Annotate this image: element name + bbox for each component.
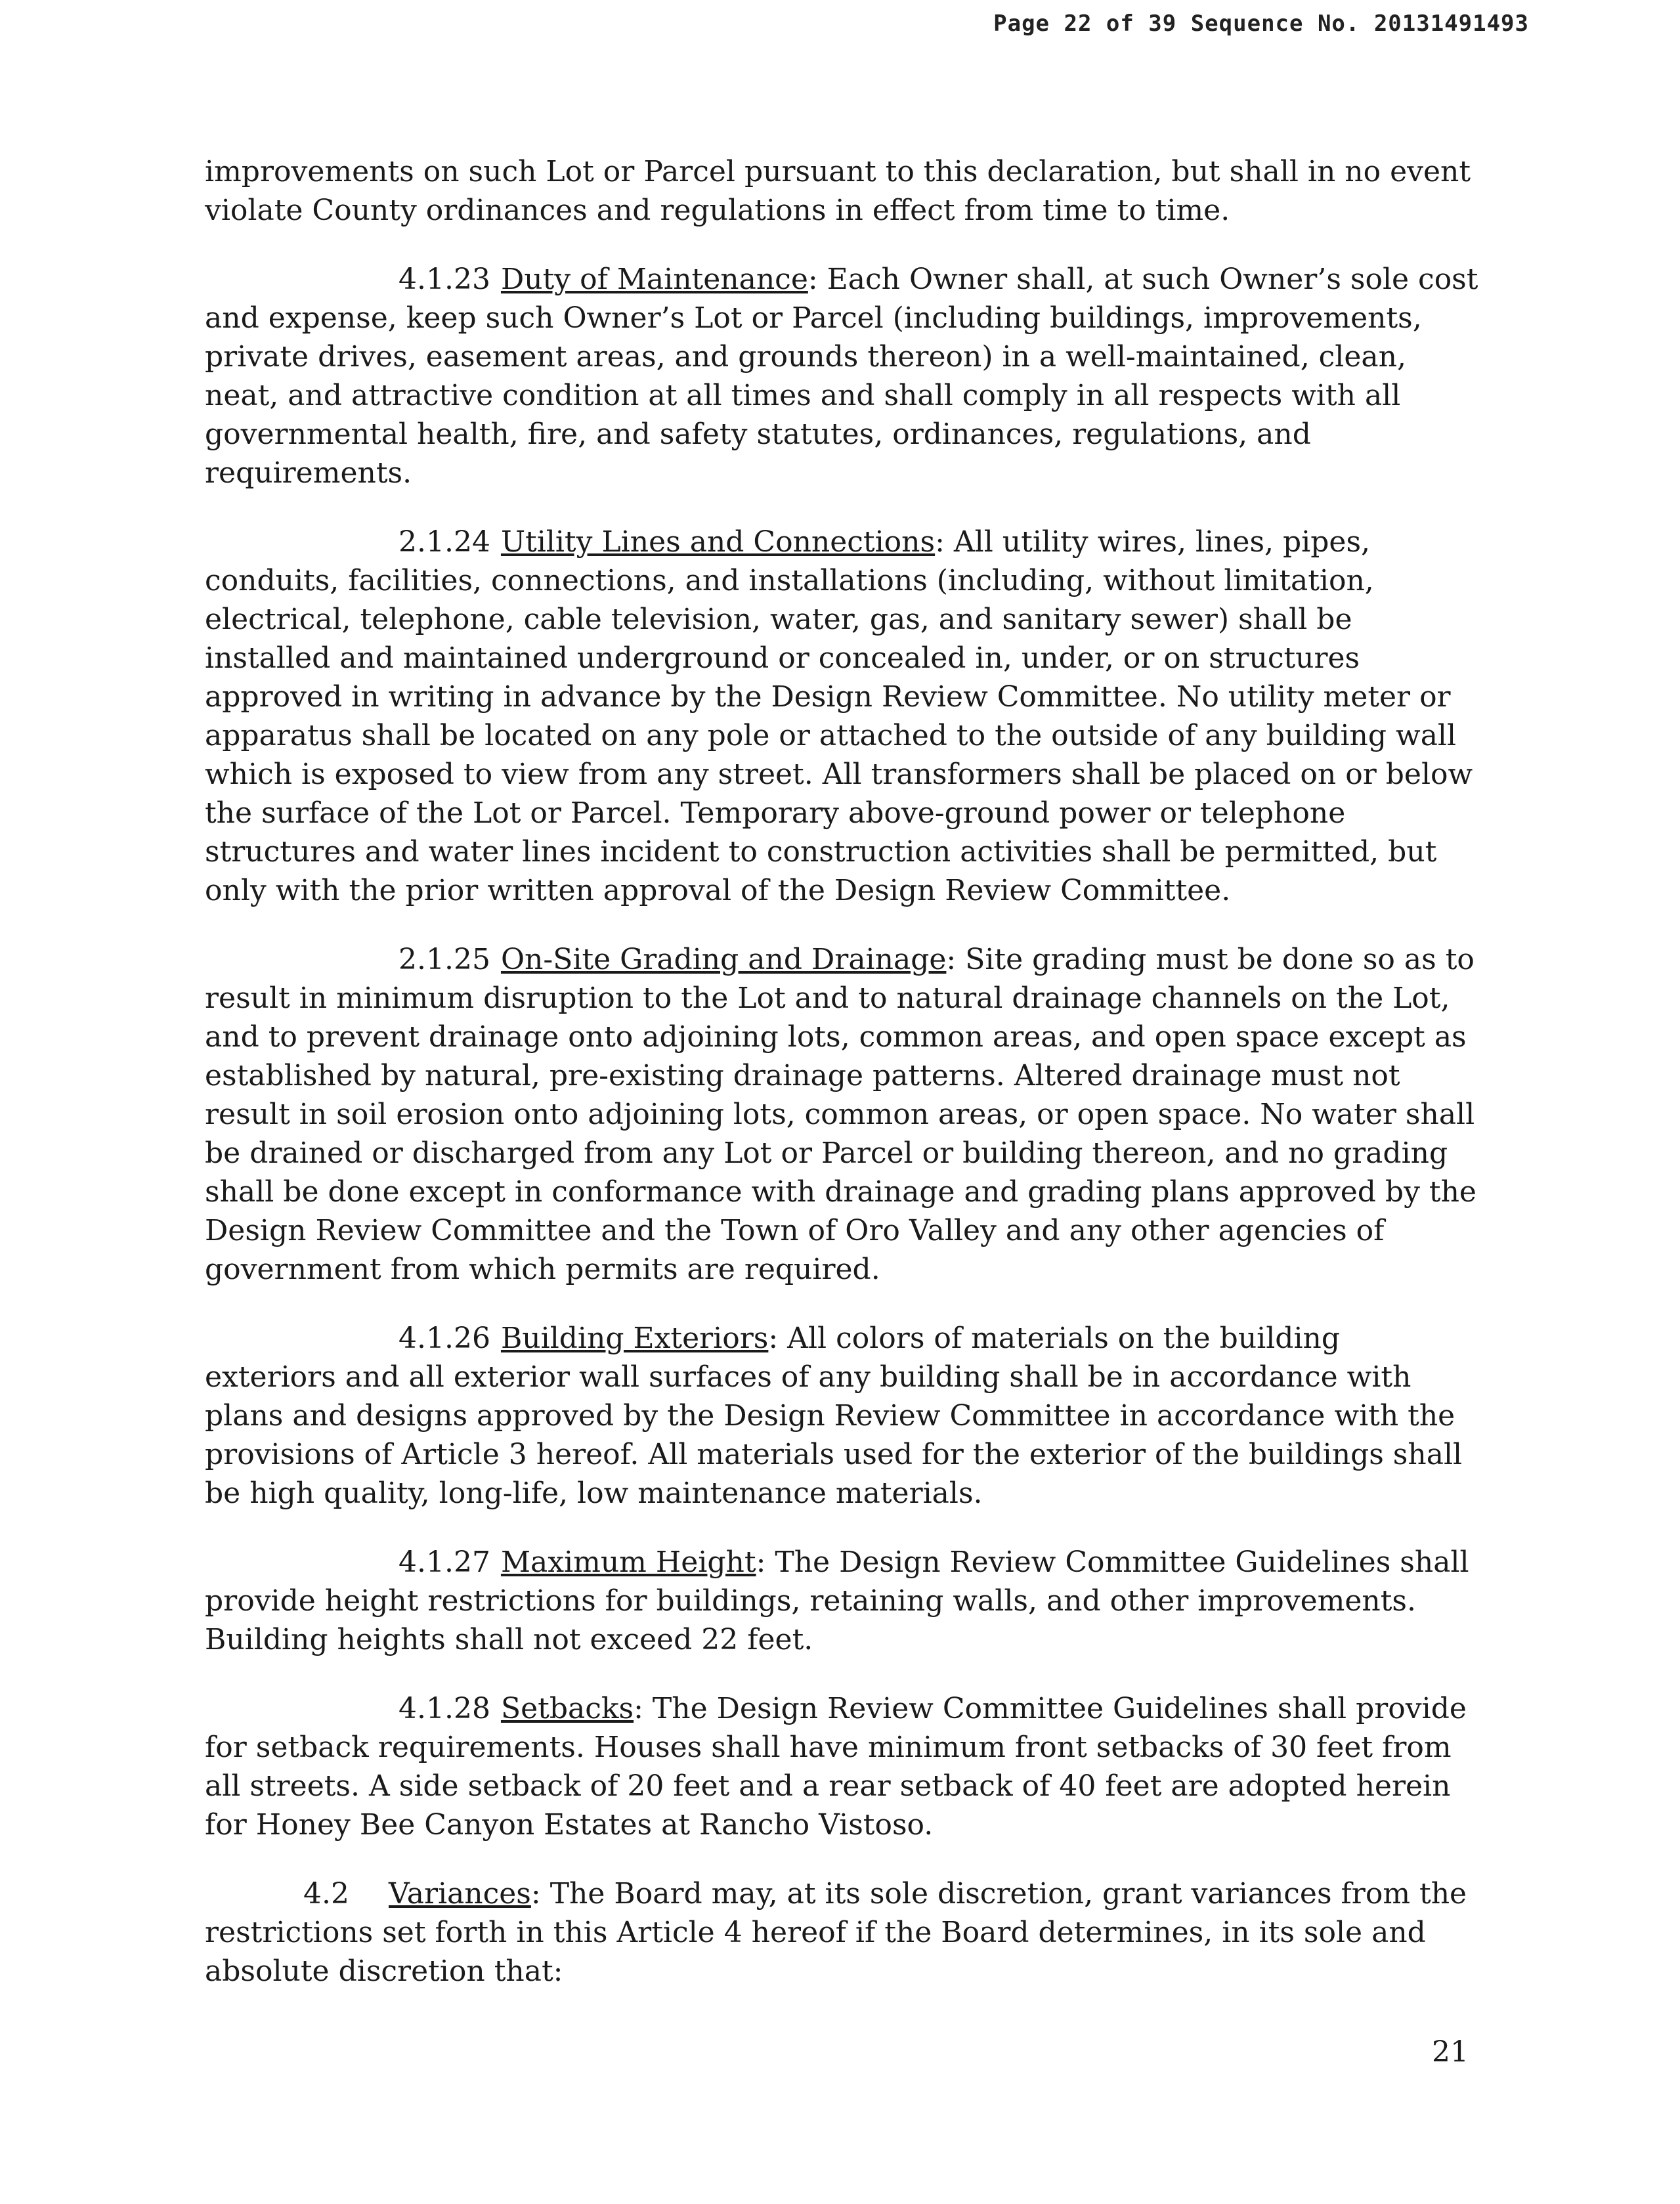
- section-title: Building Exteriors: [500, 1322, 769, 1355]
- section-4-1-26: [205, 1319, 1478, 1513]
- section-text: : All colors of materials on the building exteriors and all exterior wall surfaces of any building shall be in accordance with plans and designs approved by the Design Review Committee in accordance with the provisions of Article 3 hereof. All materials used for the exterior of the buildings shall be high quality, long-life, low maintenance materials.: [205, 1322, 1463, 1510]
- section-number: 2.1.24: [398, 525, 490, 559]
- section-number: 4.1.26: [398, 1322, 490, 1355]
- section-4-1-27: [205, 1543, 1478, 1659]
- section-text: : Each Owner shall, at such Owner’s sole cost and expense, keep such Owner’s Lot or Parcel (including buildings, improvements, private drives, easement areas, and grounds thereon) in a well-maintained, clean, neat, and attractive condition at all times and shall comply in all respects with all governmental health, fire, and safety statutes, ordinances, regulations, and requirements.: [205, 263, 1478, 490]
- section-title: Duty of Maintenance: [500, 263, 808, 296]
- section-text: : The Board may, at its sole discretion, grant variances from the restrictions set forth in this Article 4 hereof if the Board determines, in its sole and absolute discretion that:: [205, 1877, 1467, 1988]
- section-title: On-Site Grading and Drainage: [500, 943, 947, 976]
- section-title: Setbacks: [500, 1692, 634, 1725]
- section-4-1-28: [205, 1689, 1478, 1844]
- document-body: [205, 152, 1478, 2021]
- section-text: : The Design Review Committee Guidelines shall provide height restrictions for buildings, retaining walls, and other improvements. Building heights shall not exceed 22 feet.: [205, 1545, 1469, 1656]
- section-number: 4.1.27: [398, 1545, 490, 1579]
- section-4-2: [205, 1874, 1478, 1991]
- section-number: 4.1.28: [398, 1692, 490, 1725]
- page-sequence-header: Page 22 of 39 Sequence No. 20131491493: [993, 11, 1529, 37]
- section-text: : All utility wires, lines, pipes, conduits, facilities, connections, and installations (including, without limitation, electrical, telephone, cable television, water, gas, and sanitary sewer) shall be installed and maintained underground or concealed in, under, or on structures approved in writing in advance by the Design Review Committee. No utility meter or apparatus shall be located on any pole or attached to the outside of any building wall which is exposed to view from any street. All transformers shall be placed on or below the surface of the Lot or Parcel. Temporary above-ground power or telephone structures and water lines incident to construction activities shall be permitted, but only with the prior written approval of the Design Review Committee.: [205, 525, 1473, 907]
- section-text: : The Design Review Committee Guidelines shall provide for setback requirements. Houses shall have minimum front setbacks of 30 feet from all streets. A side setback of 20 feet and a rear setback of 40 feet are adopted herein for Honey Bee Canyon Estates at Rancho Vistoso.: [205, 1692, 1467, 1842]
- section-text: : Site grading must be done so as to result in minimum disruption to the Lot and to natural drainage channels on the Lot, and to prevent drainage onto adjoining lots, common areas, and open space except as established by natural, pre-existing drainage patterns. Altered drainage must not result in soil erosion onto adjoining lots, common areas, or open space. No water shall be drained or discharged from any Lot or Parcel or building thereon, and no grading shall be done except in conformance with drainage and grading plans approved by the Design Review Committee and the Town of Oro Valley and any other agencies of government from which permits are required.: [205, 943, 1476, 1286]
- continuation-paragraph: improvements on such Lot or Parcel pursuant to this declaration, but shall in no event violate County ordinances and regulations in effect from time to time.: [205, 155, 1471, 227]
- section-number: 4.2: [303, 1877, 349, 1911]
- section-2-1-24: [205, 523, 1478, 910]
- section-title: Utility Lines and Connections: [500, 525, 936, 559]
- section-2-1-25: [205, 940, 1478, 1289]
- section-number: 4.1.23: [398, 263, 490, 296]
- section-title: Variances: [388, 1877, 531, 1911]
- section-4-1-23: [205, 260, 1478, 492]
- section-title: Maximum Height: [500, 1545, 756, 1579]
- page-number: 21: [1432, 2035, 1469, 2069]
- section-number: 2.1.25: [398, 943, 490, 976]
